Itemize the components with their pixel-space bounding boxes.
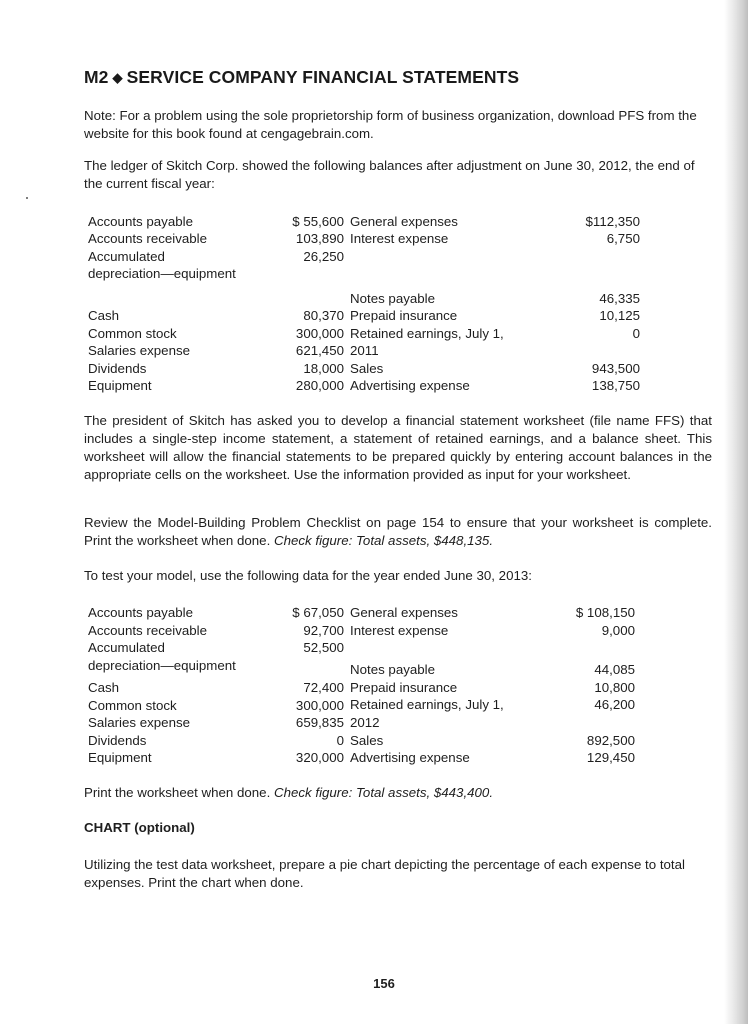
ledger-row: Accounts receivable 103,890 xyxy=(88,231,344,246)
ledger-row: 2012 xyxy=(350,715,380,730)
ledger-row: Equipment 320,000 xyxy=(88,750,344,765)
ledger-row: Salaries expense 621,450 xyxy=(88,343,344,358)
review-paragraph: Review the Model-Building Problem Checklist on page 154 to ensure that your worksheet is complete. Print the worksheet when done. Check figure: Total assets, $448,135. xyxy=(84,515,712,548)
ledger-row: Dividends 0 xyxy=(88,732,344,748)
ledger-row: Dividends 18,000 xyxy=(88,360,344,376)
ledger-row: Prepaid insurance 10,125 xyxy=(350,308,640,323)
print-paragraph: Print the worksheet when done. Check figure: Total assets, $443,400. xyxy=(84,785,494,800)
ledger-row: Common stock 300,000 xyxy=(88,325,344,341)
check-figure-1: Check figure: Total assets, $448,135. xyxy=(273,533,494,548)
chart-instruction-paragraph: Utilizing the test data worksheet, prepare a pie chart depicting the percentage of each expense to total expenses. Print the chart when done. xyxy=(84,857,685,890)
ledger-row: Common stock 300,000 xyxy=(88,697,344,713)
ledger-row: Retained earnings, July 1, 46,200 xyxy=(350,697,635,712)
ledger-row: General expenses $ 108,150 xyxy=(350,605,635,620)
ledger-row: Accumulated 26,250 xyxy=(88,248,344,264)
ledger-row: Retained earnings, July 1, 0 xyxy=(350,325,640,341)
ledger-row: Advertising expense 138,750 xyxy=(350,378,640,393)
intro-paragraph: The ledger of Skitch Corp. showed the following balances after adjustment on June 30, 2012, the end of the current fiscal year: xyxy=(84,158,695,191)
problem-code: M2 xyxy=(84,67,109,87)
test-intro-paragraph: To test your model, use the following data for the year ended June 30, 2013: xyxy=(84,568,532,583)
ledger-row: depreciation—equipment xyxy=(88,658,236,673)
ledger-row: Prepaid insurance 10,800 xyxy=(350,679,635,695)
ledger-row: Interest expense 6,750 xyxy=(350,231,640,246)
ledger-row: Equipment 280,000 xyxy=(88,378,344,393)
ledger-row: 2011 xyxy=(350,343,379,358)
scan-speck xyxy=(26,197,28,199)
ledger-row: Sales 943,500 xyxy=(350,360,640,376)
ledger-row: Advertising expense 129,450 xyxy=(350,750,635,765)
chart-heading: CHART (optional) xyxy=(84,820,195,835)
ledger-row: General expenses $112,350 xyxy=(350,214,640,229)
ledger-row: Notes payable 46,335 xyxy=(350,290,640,306)
page-binding-shadow xyxy=(724,0,748,1024)
ledger-row: Notes payable 44,085 xyxy=(350,662,635,677)
instructions-paragraph: The president of Skitch has asked you to develop a financial statement worksheet (file name FFS) that includes a single-step income statement, a statement of retained earnings, and a balance sheet. This worksheet will allow the financial statements to be prepared quickly by entering account balances in the appropriate cells on the worksheet. Use the information provided as input for your worksheet. xyxy=(84,413,712,482)
ledger-row: Cash 72,400 xyxy=(88,680,344,695)
ledger-row: Accounts payable $ 67,050 xyxy=(88,605,344,620)
ledger-row: Cash 80,370 xyxy=(88,308,344,323)
problem-title: SERVICE COMPANY FINANCIAL STATEMENTS xyxy=(126,67,520,87)
ledger-row: depreciation—equipment xyxy=(88,266,236,281)
ledger-row: Accounts payable $ 55,600 xyxy=(88,214,344,229)
note-paragraph: Note: For a problem using the sole proprietorship form of business organization, download PFS from the website for this book found at cengagebrain.com. xyxy=(84,108,697,141)
ledger-row: Accounts receivable 92,700 xyxy=(88,622,344,638)
page-number: 156 xyxy=(373,976,395,991)
ledger-row: Accumulated 52,500 xyxy=(88,640,344,655)
check-figure-2: Check figure: Total assets, $443,400. xyxy=(273,785,494,800)
ledger-row: Salaries expense 659,835 xyxy=(88,715,344,730)
diamond-bullet-icon: ◆ xyxy=(112,70,123,85)
ledger-row: Interest expense 9,000 xyxy=(350,622,635,638)
page-title xyxy=(84,67,519,88)
ledger-row: Sales 892,500 xyxy=(350,732,635,748)
